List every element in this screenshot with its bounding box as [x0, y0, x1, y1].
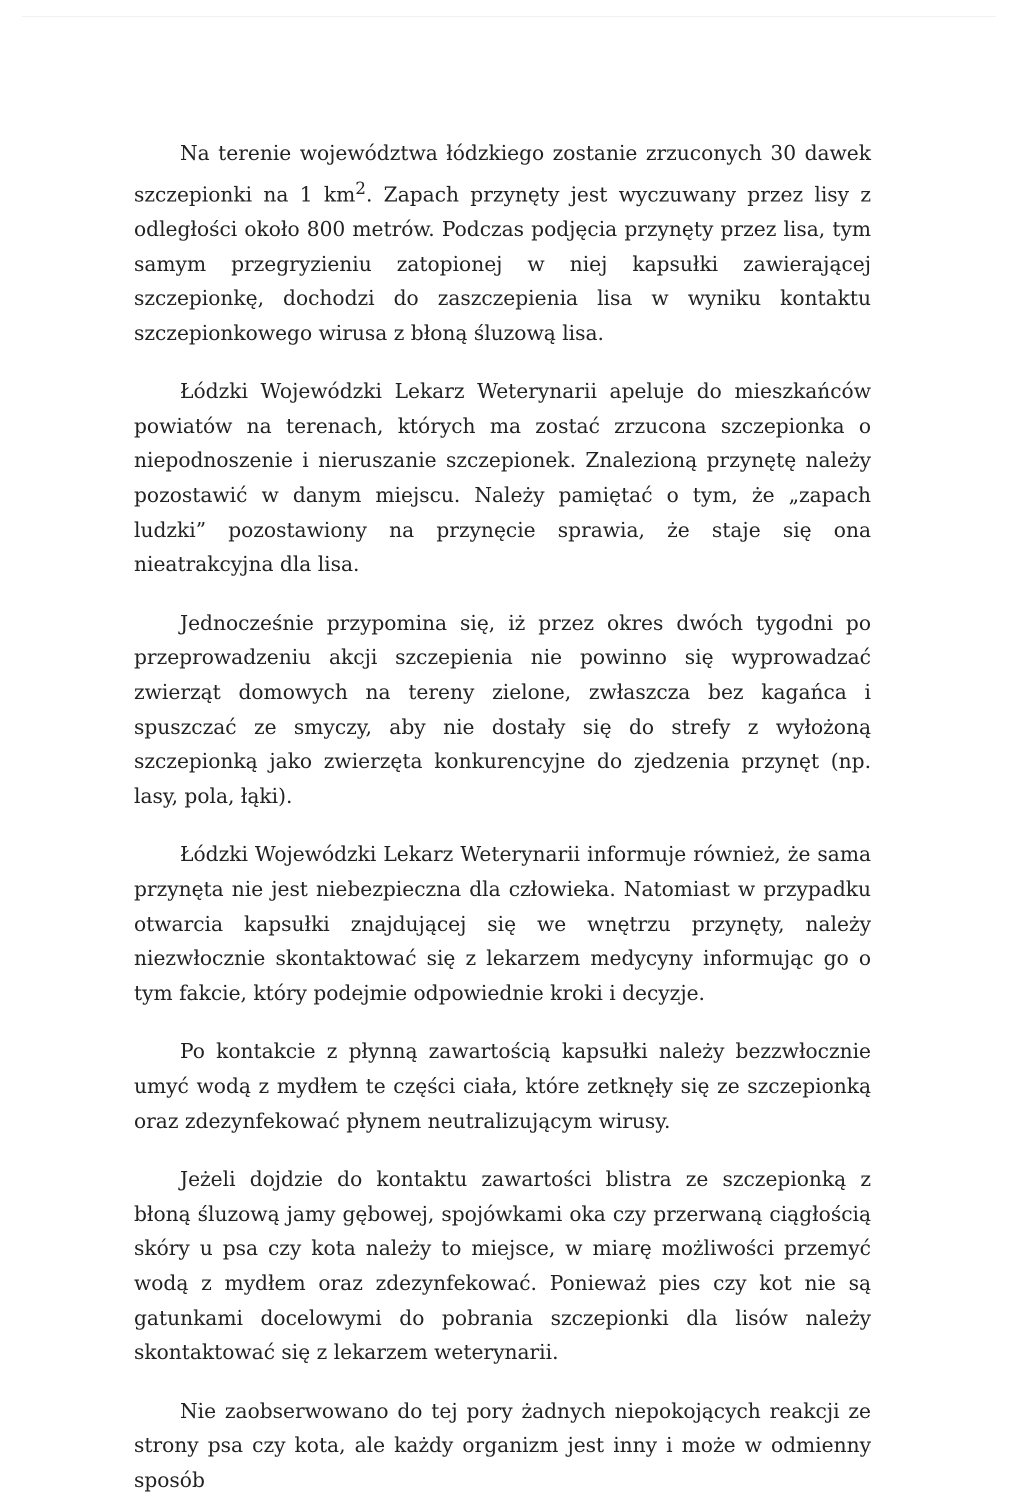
paragraph-appeal: Łódzki Wojewódzki Lekarz Weterynarii apeluje do mieszkańców powiatów na terenach, których ma zostać zrzucona szczepionka o niepodnoszenie i nieruszanie szczepionek. Znalezioną przynętę należy pozostawić w danym miejscu. Należy pamiętać o tym, że „zapach ludzki” pozostawiony na przynęcie sprawia, że staje się ona nieatrakcyjna dla lisa.	[134, 379, 871, 577]
page-top-edge	[22, 16, 996, 17]
paragraph-text: Na terenie województwa łódzkiego zostanie zrzuconych 30 dawek szczepionki na 1 km	[134, 141, 871, 207]
paragraph-no-reactions: Nie zaobserwowano do tej pory żadnych niepokojących reakcji ze strony psa czy kota, ale każdy organizm jest inny i może w odmienny sposób	[134, 1398, 871, 1492]
paragraph-human-safety: Łódzki Wojewódzki Lekarz Weterynarii informuje również, że sama przynęta nie jest niebezpieczna dla człowieka. Natomiast w przypadku otwarcia kapsułki znajdującej się we wnętrzu przynęty, należy niezwłocznie skontaktować się z lekarzem medycyny informując go o tym fakcie, który podejmie odpowiednie kroki i decyzje.	[134, 842, 871, 1005]
document-body	[134, 136, 871, 1498]
paragraph-contact-wash: Po kontakcie z płynną zawartością kapsułki należy bezzwłocznie umyć wodą z mydłem te części ciała, które zetknęły się ze szczepionką oraz zdezynfekować płynem neutralizującym wirusy.	[134, 1039, 871, 1133]
paragraph-animal-contact: Jeżeli dojdzie do kontaktu zawartości blistra ze szczepionką z błoną śluzową jamy gębowej, spojówkami oka czy przerwaną ciągłością skóry u psa czy kota należy to miejsce, w miarę możliwości przemyć wodą z mydłem oraz zdezynfekować. Ponieważ pies czy kot nie są gatunkami docelowymi do pobrania szczepionki dla lisów należy skontaktować się z lekarzem weterynarii.	[134, 1167, 871, 1365]
paragraph-pets-warning: Jednocześnie przypomina się, iż przez okres dwóch tygodni po przeprowadzeniu akcji szczepienia nie powinno się wyprowadzać zwierząt domowych na tereny zielone, zwłaszcza bez kagańca i spuszczać ze smyczy, aby nie dostały się do strefy z wyłożoną szczepionką jako zwierzęta konkurencyjne do zjedzenia przynęt (np. lasy, pola, łąki).	[134, 610, 871, 808]
paragraph-text: . Zapach przynęty jest wyczuwany przez lisy z odległości około 800 metrów. Podczas podjęcia przynęty przez lisa, tym samym przegryzieniu zatopionej w niej kapsułki zawierającej szczepionkę, dochodzi do zaszczepienia lisa w wyniku kontaktu szczepionkowego wirusa z błoną śluzową lisa.	[134, 182, 871, 345]
paragraph-vaccine-dose	[134, 136, 871, 350]
superscript-unit: 2	[355, 177, 366, 198]
